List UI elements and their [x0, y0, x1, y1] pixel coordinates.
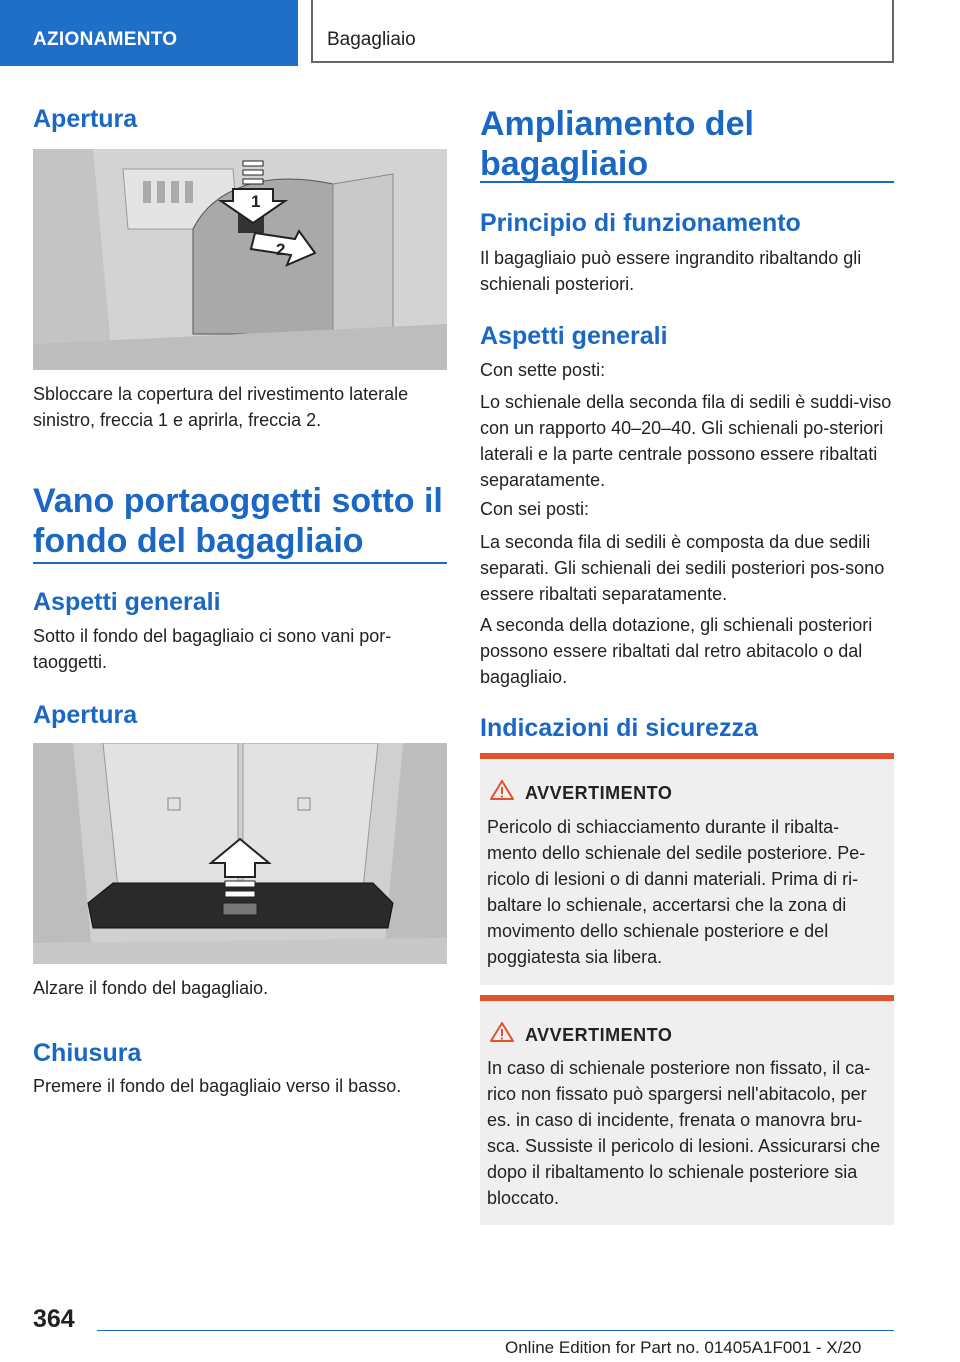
text-aspetti-left: Sotto il fondo del bagagliaio ci sono vani por-taoggetti. — [33, 626, 392, 672]
warning-box-2 — [480, 995, 894, 1225]
heading-aspetti-right: Aspetti generali — [480, 322, 668, 350]
title-ampliamento: Ampliamento del bagagliaio — [480, 105, 754, 183]
section-tab — [0, 0, 298, 66]
warning-bar — [480, 995, 894, 1001]
warning-text: Pericolo di schiacciamento durante il ribalta-mento dello schienale del sedile posteriore. Pe-ricolo di lesioni o di danni materiali. Prima di ri-baltare lo schienale, accertarsi che la zona di movimento dello schienale posteriore e del poggiatesta sia libera. — [487, 817, 866, 967]
heading-aspetti-left: Aspetti generali — [33, 588, 221, 616]
chapter-tab — [311, 0, 894, 63]
title-underline-right — [480, 181, 894, 183]
title-vano: Vano portaoggetti sotto il fondo del bagagliaio — [33, 482, 443, 560]
caption-trunk-floor: Alzare il fondo del bagagliaio. — [33, 978, 269, 998]
side-cover-illustration — [33, 149, 447, 370]
text-principio: Il bagagliaio può essere ingrandito ribaltando gli schienali posteriori. — [480, 248, 862, 294]
image-trunk-floor — [33, 743, 447, 964]
warning-title: AVVERTIMENTO — [525, 1025, 673, 1045]
warning-title: AVVERTIMENTO — [525, 783, 673, 803]
arrow-2-label: 2 — [276, 240, 286, 259]
text-dotazione: A seconda della dotazione, gli schienali posteriori possono essere ribaltati dal retro abitacolo o dal bagagliaio. — [480, 615, 873, 687]
title-underline — [33, 562, 447, 564]
heading-apertura-1: Apertura — [33, 105, 138, 133]
warning-text: In caso di schienale posteriore non fissato, il ca-rico non fissato può spargersi nell'abitacolo, per es. in caso di incidente, frenata o manovra bru-sca. Sussiste il pericolo di lesioni. Assicurarsi che dopo il ribaltamento lo schienale posteriore sia bloccato. — [487, 1058, 881, 1208]
heading-principio: Principio di funzionamento — [480, 209, 801, 237]
warning-triangle-icon — [489, 779, 515, 801]
footer-edition: Online Edition for Part no. 01405A1F001 - X/20 — [505, 1338, 862, 1357]
heading-apertura-2: Apertura — [33, 701, 138, 729]
text-schienale-40-20-40: Lo schienale della seconda fila di sedili è suddi-viso con un rapporto 40–20–40. Gli schienali po-steriori laterali e la parte centrale possono essere ribaltati separatamente. — [480, 392, 892, 490]
page-number: 364 — [33, 1305, 75, 1333]
heading-chiusura: Chiusura — [33, 1039, 142, 1067]
trunk-floor-illustration — [33, 743, 447, 964]
text-chiusura: Premere il fondo del bagagliaio verso il basso. — [33, 1076, 402, 1096]
section-title: AZIONAMENTO — [33, 29, 178, 50]
warning-bar — [480, 753, 894, 759]
warning-box-1 — [480, 753, 894, 985]
text-sei-posti: Con sei posti: — [480, 499, 590, 519]
arrow-1-label: 1 — [251, 192, 261, 211]
heading-sicurezza: Indicazioni di sicurezza — [480, 714, 758, 742]
chapter-title: Bagagliaio — [327, 29, 416, 50]
warning-triangle-icon — [489, 1021, 515, 1043]
text-sette-posti: Con sette posti: — [480, 360, 606, 380]
caption-side-cover: Sbloccare la copertura del rivestimento laterale sinistro, freccia 1 e aprirla, freccia 2. — [33, 384, 409, 430]
image-side-cover — [33, 149, 447, 370]
text-seconda-fila: La seconda fila di sedili è composta da due sedili separati. Gli schienali dei sedili posteriori pos-sono essere ribaltati separatamente. — [480, 532, 885, 604]
footer-rule — [97, 1330, 894, 1331]
